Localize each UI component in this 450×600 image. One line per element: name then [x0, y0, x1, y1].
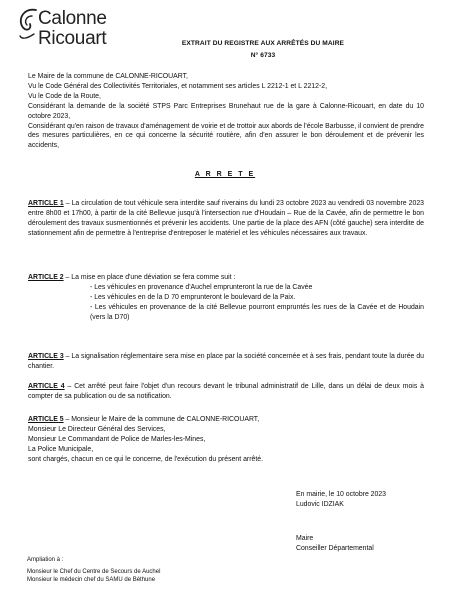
article-5-label: ARTICLE 5 [28, 416, 64, 423]
article-5-line: sont chargés, chacun en ce qui le concerne, de l'exécution du présent arrêté. [28, 455, 263, 463]
article-5-line: – Monsieur le Maire de la commune de CALONNE-RICOUART, [63, 416, 260, 423]
ampliation [27, 556, 160, 585]
decree-number: N° 6733 [250, 52, 276, 59]
article-5-line: La Police Municipale, [28, 445, 94, 453]
logo-swirl-icon [16, 6, 38, 44]
article-5-line: Monsieur Le Commandant de Police de Marles-les-Mines, [28, 435, 206, 443]
signature-role: Conseiller Départemental [296, 544, 374, 552]
signature-place-date: En mairie, le 10 octobre 2023 [296, 491, 387, 498]
article-2 [28, 273, 424, 323]
article-2-item: - Les véhicules en provenance de la cité Bellevue pourront empruntés les rues de la Cavée et de Houdain (vers la D70) [90, 303, 424, 321]
article-1 [28, 199, 424, 239]
document-title: EXTRAIT DU REGISTRE AUX ARRÊTÉS DU MAIRE [181, 40, 345, 47]
article-2-lead: – La mise en place d'une déviation se fera comme suit : [63, 274, 236, 281]
article-2-item: - Les véhicules en de la D 70 emprunteront le boulevard de la Paix. [90, 293, 296, 301]
article-4-text: – Cet arrêté peut faire l'objet d'un recours devant le tribunal administratif de Lille, dans un délai de deux mois à compter de sa publication ou de sa notification. [28, 383, 425, 400]
preamble [28, 72, 424, 151]
logo-text-line1: Calonne [38, 8, 107, 29]
preamble-line: Vu le Code Général des Collectivités Territoriales, et notamment ses articles L 2212-1 et L 2212-2, [28, 82, 328, 90]
article-3-text: – La signalisation réglementaire sera mise en place par la société concernée et à ses frais, pendant toute la durée du chantier. [28, 353, 424, 370]
preamble-line: Considérant la demande de la société STPS Parc Entreprises Brunehaut rue de la gare à Calonne-Ricouart, en date du 10 octobre 2023, [28, 102, 424, 120]
article-4 [28, 382, 424, 402]
preamble-line: Le Maire de la commune de CALONNE-RICOUART, [28, 73, 188, 80]
article-3 [28, 352, 424, 372]
ampliation-line: Monsieur le Chef du Centre de Secours de Auchel [27, 568, 161, 575]
article-5-line: Monsieur Le Directeur Général des Services, [28, 425, 166, 433]
signature-role: Maire [296, 535, 314, 542]
preamble-line: Considérant qu'en raison de travaux d'aménagement de voirie et de trottoir aux abords de l'école Barbusse, il convient de prendre des mesures particulières, en ce qui concerne la sécurité routière, afin d'en assurer le bon déroulement et de prévenir les accidents, [28, 122, 424, 150]
signature-name: Ludovic IDZIAK [296, 500, 344, 508]
signature-roles [296, 534, 374, 554]
article-2-label: ARTICLE 2 [28, 274, 64, 281]
ampliation-title: Ampliation à : [27, 557, 64, 563]
article-1-label: ARTICLE 1 [28, 200, 64, 207]
logo-text-line2: Ricouart [38, 28, 107, 49]
arrete-heading: A R R E T E [194, 171, 256, 178]
article-5 [28, 415, 424, 465]
article-1-text: – La circulation de tout véhicule sera interdite sauf riverains du lundi 23 octobre 2023 au vendredi 03 novembre 2023 entre 8h00 et 17h00, à partir de la cité Bellevue jusqu'à l'intersection rue d'Houdain – Rue de la Cavée, afin de permettre le bon déroulement des travaux susmentionnés et prévenir les accidents. Une partie de la place des AFN (côté gauche) sera interdite de stationnement afin de permettre à l'entreprise d'entreposer le matériel et les véhicules nécessaires aux travaux. [28, 200, 424, 237]
article-3-label: ARTICLE 3 [28, 353, 64, 360]
ampliation-line: Monsieur le médecin chef du SAMU de Béthune [27, 577, 156, 584]
preamble-line: Vu le Code de la Route, [28, 92, 101, 100]
article-4-label: ARTICLE 4 [28, 383, 65, 390]
article-2-item: - Les véhicules en provenance d'Auchel emprunteront la rue de la Cavée [90, 283, 313, 291]
signature-block [296, 490, 386, 510]
